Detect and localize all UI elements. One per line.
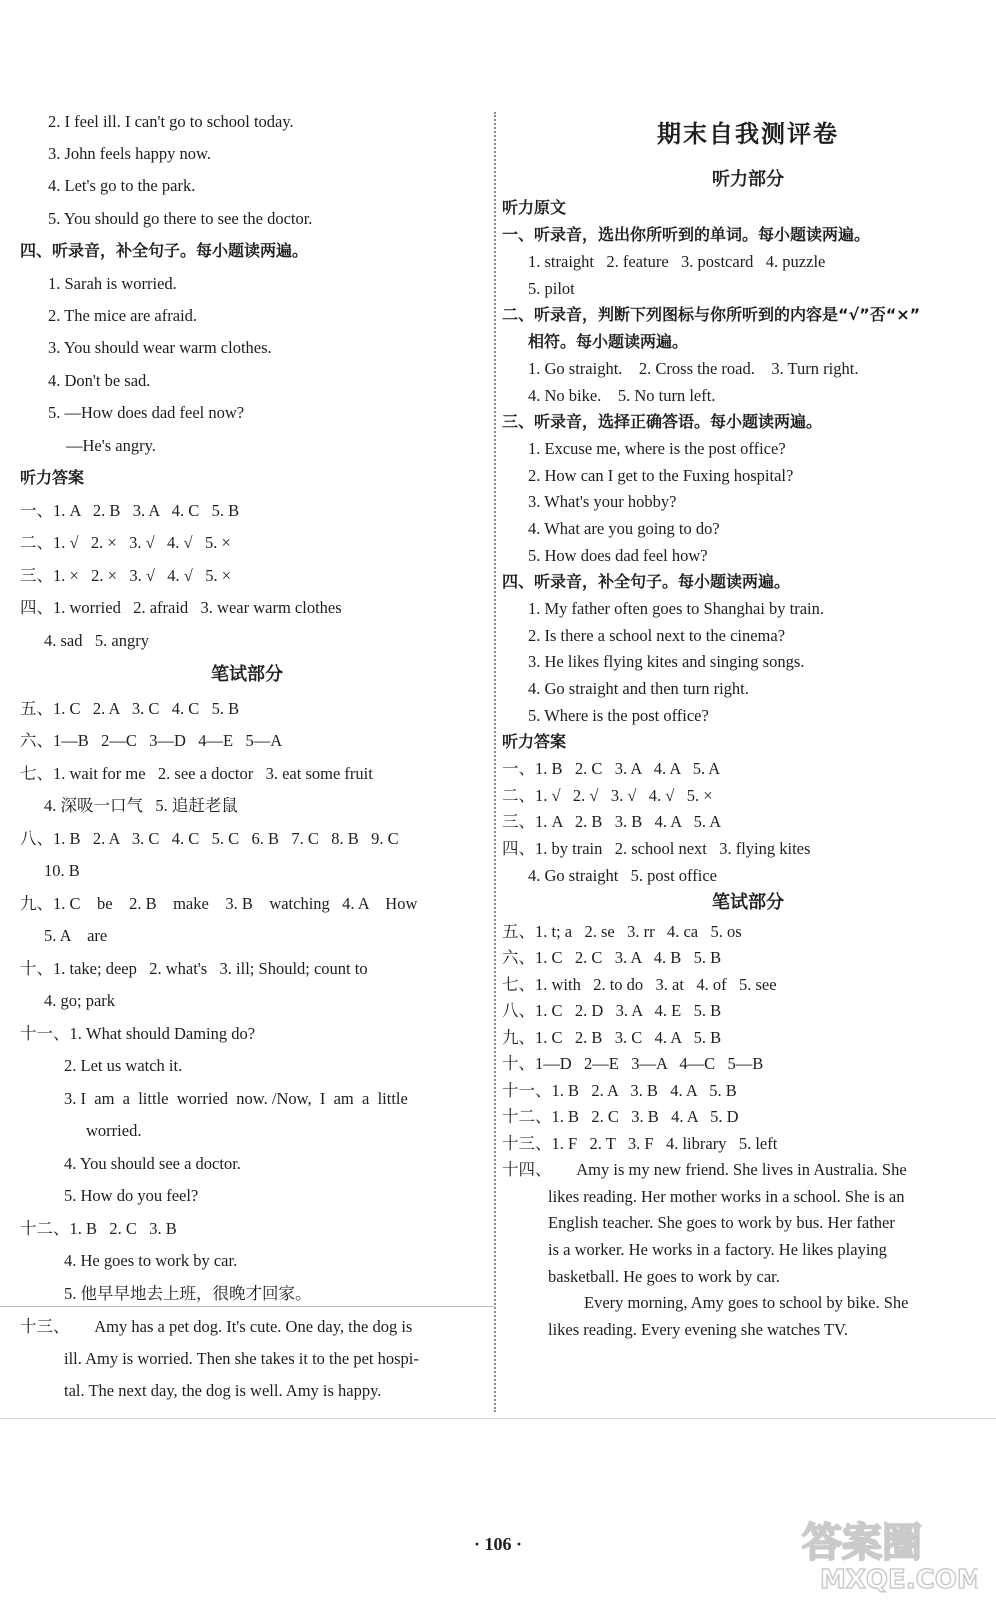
text-line: 3. What's your hobby?	[528, 492, 677, 511]
text-line: 4. Let's go to the park.	[48, 176, 196, 195]
text-line: 10. B	[44, 861, 80, 880]
section-rule	[0, 1306, 494, 1307]
text-line: 4. Go straight and then turn right.	[528, 679, 749, 698]
text-line: 七、1. wait for me 2. see a doctor 3. eat some fruit	[20, 764, 373, 783]
text-line: 2. Let us watch it.	[64, 1056, 183, 1075]
watermark-chinese: 答案圈	[802, 1520, 922, 1566]
text-line: 1. Sarah is worried.	[48, 274, 177, 293]
text-line: 4. No bike. 5. No turn left.	[528, 386, 716, 405]
text-line: 八、1. C 2. D 3. A 4. E 5. B	[502, 1001, 722, 1020]
text-line: worried.	[86, 1121, 142, 1140]
text-line: 九、1. C be 2. B make 3. B watching 4. A How	[20, 894, 418, 913]
text-line: likes reading. Her mother works in a school. She is an	[548, 1187, 905, 1206]
text-line: 5. You should go there to see the doctor.	[48, 209, 313, 228]
section-heading: 三、听录音，选择正确答语。每小题读两遍。	[502, 412, 823, 431]
text-line: 三、1. A 2. B 3. B 4. A 5. A	[502, 812, 722, 831]
text-line: 5. pilot	[528, 279, 575, 298]
section-heading: 四、听录音，补全句子。每小题读两遍。	[502, 572, 791, 591]
text-line: 4. sad 5. angry	[44, 631, 149, 650]
text-line: 五、1. C 2. A 3. C 4. C 5. B	[20, 699, 240, 718]
text-line: 四、1. by train 2. school next 3. flying kites	[502, 839, 811, 858]
section-heading: 二、听录音，判断下列图标与你所听到的内容是“√”否“×”	[502, 305, 921, 324]
text-line: 3. He likes flying kites and singing songs.	[528, 652, 805, 671]
text-line: 1. Go straight. 2. Cross the road. 3. Turn right.	[528, 359, 859, 378]
text-line: 3. John feels happy now.	[48, 144, 211, 163]
watermark-logo	[796, 1512, 978, 1594]
text-line: 十、1. take; deep 2. what's 3. ill; Should; count to	[20, 959, 368, 978]
text-line: 八、1. B 2. A 3. C 4. C 5. C 6. B 7. C 8. B 9. C	[20, 829, 399, 848]
text-line: 5. How do you feel?	[64, 1186, 199, 1205]
page-number: · 106 ·	[473, 1534, 522, 1554]
text-line: 3. I am a little worried now. /Now, I am a little	[64, 1089, 408, 1108]
text-line: 4. Go straight 5. post office	[528, 866, 717, 885]
text-line: basketball. He goes to work by car.	[548, 1267, 780, 1286]
section-heading: 笔试部分	[211, 664, 283, 685]
text-line: 六、1—B 2—C 3—D 4—E 5—A	[20, 731, 283, 750]
text-line: 5. Where is the post office?	[528, 706, 709, 725]
text-line: English teacher. She goes to work by bus. Her father	[548, 1213, 895, 1232]
text-line: 5. —How does dad feel now?	[48, 403, 245, 422]
text-line: tal. The next day, the dog is well. Amy is happy.	[64, 1381, 382, 1400]
text-line: 一、1. B 2. C 3. A 4. A 5. A	[502, 759, 721, 778]
text-line: 2. How can I get to the Fuxing hospital?	[528, 466, 794, 485]
text-line: 1. straight 2. feature 3. postcard 4. puzzle	[528, 252, 826, 271]
section-heading: 相符。每小题读两遍。	[528, 332, 689, 351]
text-line: 四、1. worried 2. afraid 3. wear warm clothes	[20, 598, 342, 617]
text-line: 十一、1. B 2. A 3. B 4. A 5. B	[502, 1081, 737, 1100]
text-line: 3. You should wear warm clothes.	[48, 338, 272, 357]
section-heading: 听力答案	[20, 468, 85, 487]
footer-rule	[0, 1418, 996, 1419]
text-line: 1. Excuse me, where is the post office?	[528, 439, 786, 458]
section-heading: 四、听录音，补全句子。每小题读两遍。	[20, 241, 309, 260]
section-heading: 笔试部分	[712, 892, 784, 913]
watermark-url: MXQE.COM	[820, 1565, 978, 1594]
text-line: 2. I feel ill. I can't go to school today.	[48, 112, 294, 131]
text-line: 一、1. A 2. B 3. A 4. C 5. B	[20, 501, 240, 520]
text-line: —He's angry.	[66, 436, 156, 455]
column-divider	[494, 112, 496, 1412]
text-line: 十二、1. B 2. C 3. B	[20, 1219, 177, 1238]
text-line: 2. The mice are afraid.	[48, 306, 198, 325]
text-line: 七、1. with 2. to do 3. at 4. of 5. see	[502, 975, 777, 994]
text-line: 十二、1. B 2. C 3. B 4. A 5. D	[502, 1107, 739, 1126]
text-line: 三、1. × 2. × 3. √ 4. √ 5. ×	[20, 566, 232, 585]
text-line: 2. Is there a school next to the cinema?	[528, 626, 786, 645]
text-line: 4. What are you going to do?	[528, 519, 720, 538]
text-line: 4. 深吸一口气 5. 追赶老鼠	[44, 796, 238, 815]
text-line: 4. He goes to work by car.	[64, 1251, 238, 1270]
text-line: 五、1. t; a 2. se 3. rr 4. ca 5. os	[502, 922, 742, 941]
section-heading: 期末自我测评卷	[657, 120, 839, 148]
section-heading: 听力部分	[712, 169, 784, 190]
section-heading: 听力答案	[502, 732, 567, 751]
text-line: 十四、 Amy is my new friend. She lives in Australia. She	[502, 1160, 907, 1179]
text-line: Every morning, Amy goes to school by bike. She	[584, 1293, 909, 1312]
text-line: 5. 他早早地去上班，很晚才回家。	[64, 1284, 312, 1303]
text-line: 九、1. C 2. B 3. C 4. A 5. B	[502, 1028, 722, 1047]
text-line: 4. go; park	[44, 991, 116, 1010]
text-line: likes reading. Every evening she watches TV.	[548, 1320, 848, 1339]
text-line: 二、1. √ 2. × 3. √ 4. √ 5. ×	[20, 533, 231, 552]
text-line: 二、1. √ 2. √ 3. √ 4. √ 5. ×	[502, 786, 713, 805]
section-heading: 一、听录音，选出你所听到的单词。每小题读两遍。	[502, 225, 871, 244]
text-line: ill. Amy is worried. Then she takes it to the pet hospi-	[64, 1349, 419, 1368]
text-line: is a worker. He works in a factory. He likes playing	[548, 1240, 887, 1259]
text-line: 4. Don't be sad.	[48, 371, 151, 390]
text-line: 十一、1. What should Daming do?	[20, 1024, 256, 1043]
text-line: 4. You should see a doctor.	[64, 1154, 241, 1173]
text-line: 十三、1. F 2. T 3. F 4. library 5. left	[502, 1134, 778, 1153]
text-line: 5. How does dad feel how?	[528, 546, 708, 565]
text-line: 十三、 Amy has a pet dog. It's cute. One day, the dog is	[20, 1317, 413, 1336]
text-line: 1. My father often goes to Shanghai by train.	[528, 599, 825, 618]
text-line: 六、1. C 2. C 3. A 4. B 5. B	[502, 948, 722, 967]
text-line: 5. A are	[44, 926, 108, 945]
text-line: 十、1—D 2—E 3—A 4—C 5—B	[502, 1054, 764, 1073]
section-heading: 听力原文	[502, 198, 567, 217]
